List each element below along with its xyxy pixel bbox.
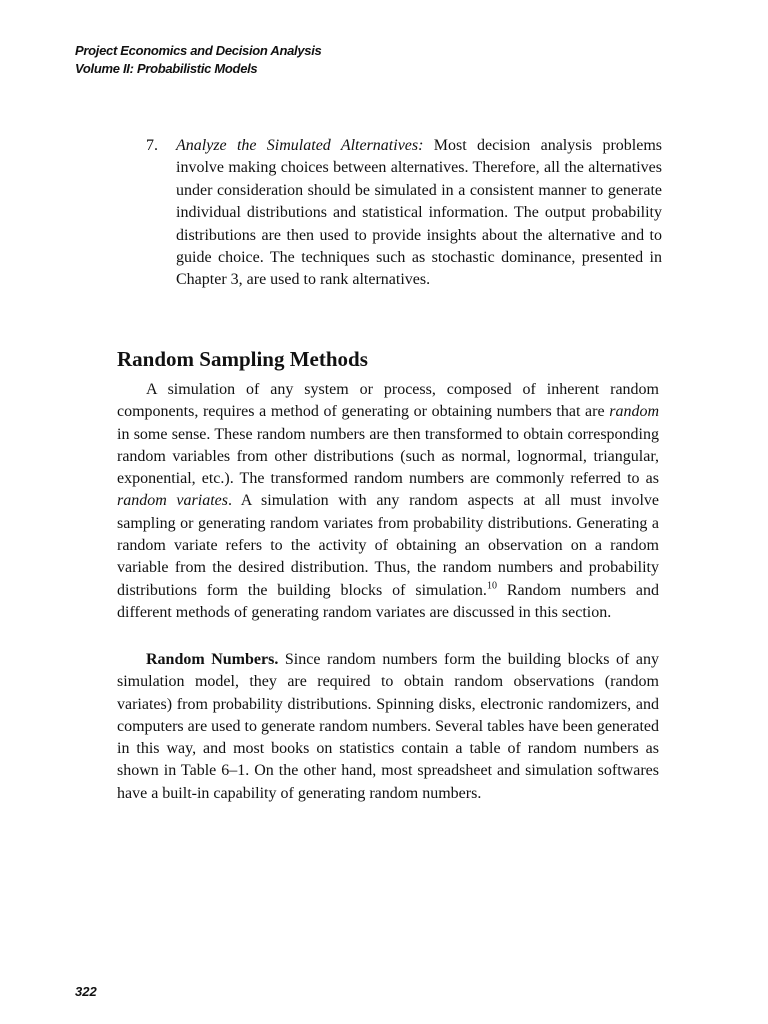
section-heading: Random Sampling Methods: [117, 347, 368, 371]
paragraph-text: A simulation of any system or process, composed of inherent random components, requires a method of generating or obtaining numbers that are: [117, 381, 659, 421]
footnote-marker: 10: [486, 580, 497, 592]
emphasis-random-variates: random variates: [117, 492, 228, 510]
list-item-number: 7.: [146, 137, 158, 154]
run-in-heading: Random Numbers.: [146, 651, 279, 668]
paragraph-text: Random numbers and different methods of generating random variates are discussed in this section.: [117, 581, 660, 621]
list-item-title: Analyze the Simulated Alternatives:: [176, 137, 424, 154]
paragraph-text: Since random numbers form the building blocks of any simulation model, they are required to obtain random observations (random variates) from probability distributions. Spinning disks, electronic randomizers, and computers are used to generate random numbers. Several tables have been generated in this way, and most books on statistics contain a table of random numbers as shown in Table 6–1. On the other hand, most spreadsheet and simulation softwares have a built-in capability of generating random numbers.: [117, 651, 659, 802]
paragraph-intro: [117, 379, 659, 624]
list-item-7: [146, 135, 662, 292]
page-number: 322: [75, 984, 97, 999]
list-item-text: Most decision analysis problems involve making choices between alternatives. Therefore, all the alternatives under consideration should be simulated in a consistent manner to generate individual distributions and statistical information. The output probability distributions are then used to provide insights about the alternative and to guide choice. The techniques such as stochastic dominance, presented in Chapter 3, are used to rank alternatives.: [176, 137, 663, 289]
paragraph-random-numbers: [117, 649, 659, 805]
paragraph-text: . A simulation with any random aspects at all must involve sampling or generating random variates from probability distributions. Generating a random variate refers to the activity of obtaining an observation on a random variable from the desired distribution. Thus, the random numbers and probability distributions form the building blocks of simulation.: [117, 492, 659, 599]
emphasis-random: random: [609, 403, 659, 421]
paragraph-text: in some sense. These random numbers are then transformed to obtain corresponding random variables from other distributions (such as normal, lognormal, triangular, exponential, etc.). The transformed random numbers are commonly referred to as: [117, 425, 659, 488]
running-head: [75, 42, 321, 78]
list-item-body: [176, 135, 662, 292]
book-title: Project Economics and Decision Analysis: [75, 43, 322, 58]
volume-title: Volume II: Probabilistic Models: [75, 61, 258, 76]
